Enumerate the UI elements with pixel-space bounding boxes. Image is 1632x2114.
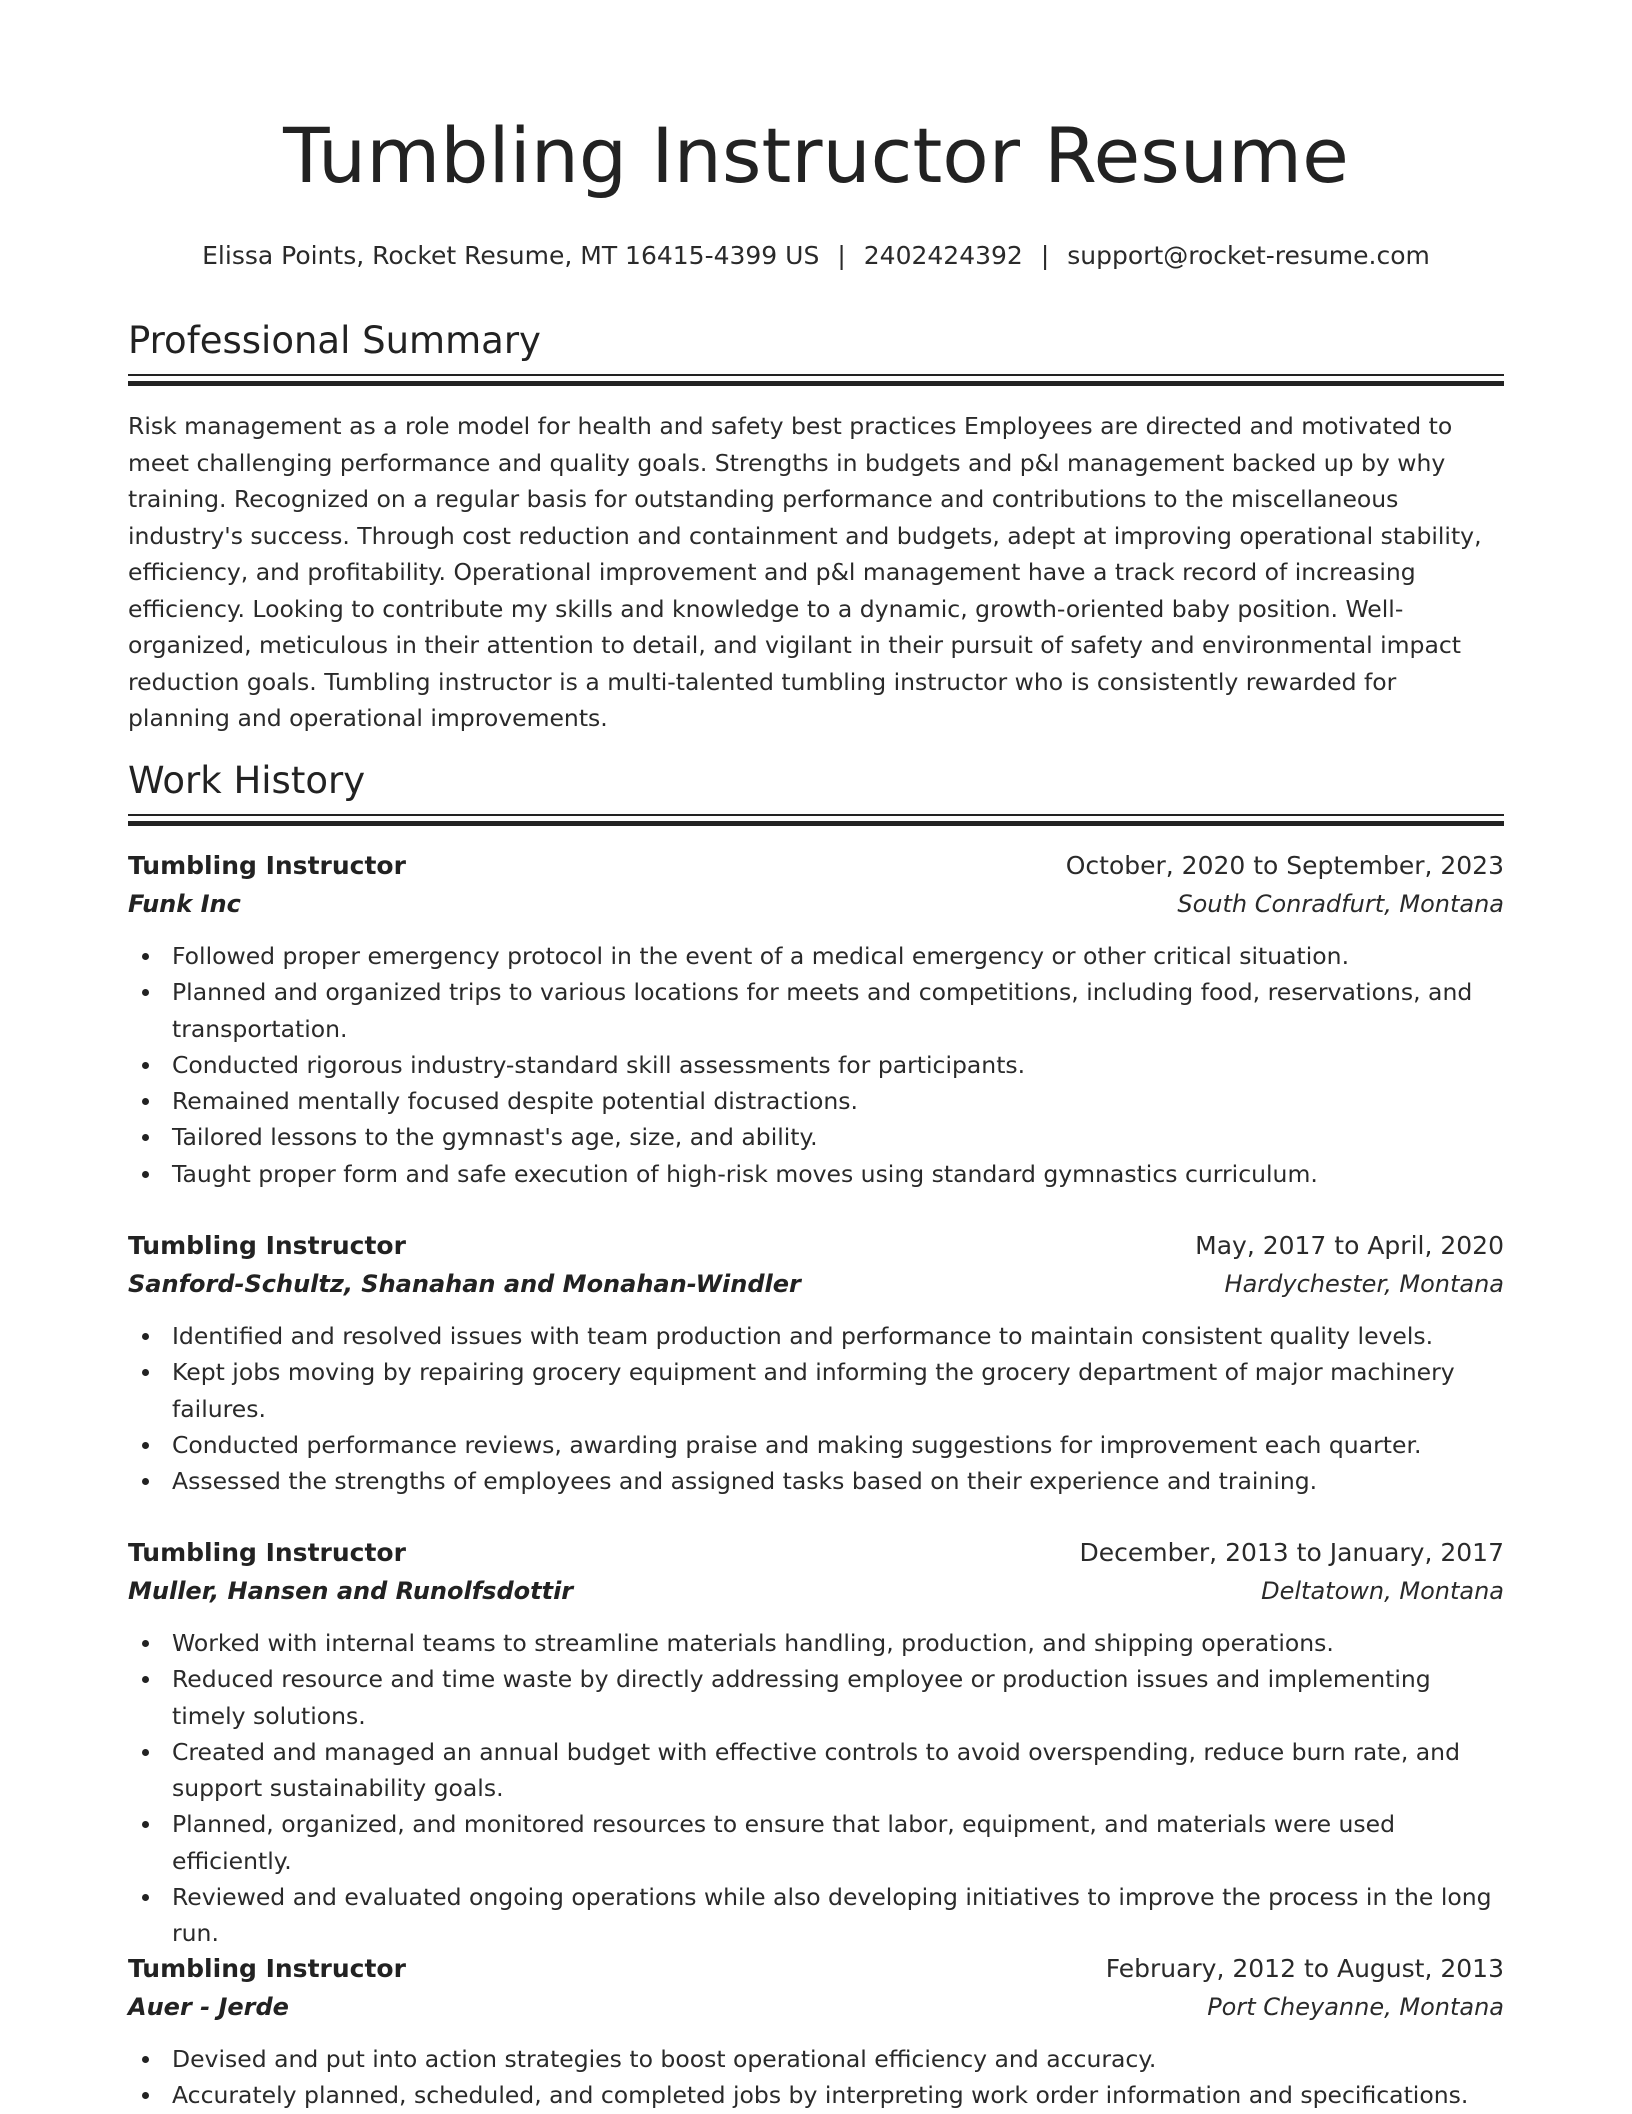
job-company: Sanford-Schultz, Shanahan and Monahan-Windler [128,1270,801,1298]
job-header [128,846,1504,885]
job-bullets [128,2041,1504,2114]
contact-separator: | [837,241,846,270]
job-header [128,1533,1504,1572]
contact-line [128,241,1504,271]
job-location: South Conradfurt, Montana [1177,890,1504,918]
section-divider [128,814,1504,824]
job-entry [128,846,1504,1192]
bullet-item: Worked with internal teams to streamline materials handling, production, and shipping operations. [128,1625,1504,1661]
bullet-item: Reduced resource and time waste by directly addressing employee or production issues and implementing timely solutions. [128,1661,1504,1734]
contact-phone: 2402424392 [863,241,1023,270]
job-entry [128,1533,1504,1952]
bullet-item: Remained mentally focused despite potential distractions. [128,1083,1504,1119]
job-header [128,1226,1504,1265]
summary-text: Risk management as a role model for health and safety best practices Employees are directed and motivated to meet challenging performance and quality goals. Strengths in budgets and p&l management backed up by why training. Recognized on a regular basis for outstanding performance and contributions to the miscellaneous industry's success. Through cost reduction and containment and budgets, adept at improving operational stability, efficiency, and profitability. Operational improvement and p&l management have a track record of increasing efficiency. Looking to contribute my skills and knowledge to a dynamic, growth-oriented baby position. Well-organized, meticulous in their attention to detail, and vigilant in their pursuit of safety and environmental impact reduction goals. Tumbling instructor is a multi-talented tumbling instructor who is consistently rewarded for planning and operational improvements. [128,412,1482,732]
job-title: Tumbling Instructor [128,1954,406,1983]
bullet-item: Devised and put into action strategies to boost operational efficiency and accuracy. [128,2041,1504,2077]
section-title-work-history: Work History [128,759,366,802]
contact-separator: | [1040,241,1050,270]
job-company: Auer - Jerde [128,1993,289,2021]
job-location: Port Cheyanne, Montana [1207,1993,1504,2021]
job-title: Tumbling Instructor [128,1538,406,1567]
job-dates: December, 2013 to January, 2017 [1079,1538,1504,1567]
bullet-item: Assessed the strengths of employees and assigned tasks based on their experience and training. [128,1463,1504,1499]
job-subheader [128,1265,1504,1304]
bullet-item: Identified and resolved issues with team production and performance to maintain consistent quality levels. [128,1318,1504,1354]
job-subheader [128,1988,1504,2027]
bullet-item: Kept jobs moving by repairing grocery equipment and informing the grocery department of major machinery failures. [128,1354,1504,1427]
bullet-item: Conducted rigorous industry-standard skill assessments for participants. [128,1047,1504,1083]
section-divider [128,374,1504,384]
job-bullets [128,1318,1504,1499]
job-header [128,1949,1504,1988]
job-bullets [128,1625,1504,1952]
bullet-item: Created and managed an annual budget with effective controls to avoid overspending, reduce burn rate, and support sustainability goals. [128,1734,1504,1807]
resume-title: Tumbling Instructor Resume [283,111,1349,200]
job-dates: May, 2017 to April, 2020 [1195,1231,1504,1260]
job-bullets [128,938,1504,1192]
job-dates: October, 2020 to September, 2023 [1065,851,1504,880]
job-location: Hardychester, Montana [1224,1270,1504,1298]
bullet-item: Taught proper form and safe execution of high-risk moves using standard gymnastics curriculum. [128,1156,1504,1192]
job-location: Deltatown, Montana [1261,1577,1504,1605]
contact-email: support@rocket-resume.com [1067,241,1430,270]
bullet-item: Tailored lessons to the gymnast's age, size, and ability. [128,1119,1504,1155]
bullet-item: Accurately planned, scheduled, and completed jobs by interpreting work order information and specifications. [128,2077,1504,2113]
contact-address: Elissa Points, Rocket Resume, MT 16415-4399 US [202,241,820,270]
job-subheader [128,1572,1504,1611]
bullet-item: Followed proper emergency protocol in the event of a medical emergency or other critical situation. [128,938,1504,974]
job-entry [128,1226,1504,1499]
bullet-item: Planned and organized trips to various locations for meets and competitions, including food, reservations, and transportation. [128,974,1504,1047]
bullet-item: Reviewed and evaluated ongoing operations while also developing initiatives to improve the process in the long run. [128,1879,1504,1952]
job-entry [128,1949,1504,2114]
job-company: Funk Inc [128,890,241,918]
section-title-summary: Professional Summary [128,319,541,362]
job-subheader [128,885,1504,924]
job-company: Muller, Hansen and Runolfsdottir [128,1577,574,1605]
job-title: Tumbling Instructor [128,851,406,880]
bullet-item: Conducted performance reviews, awarding praise and making suggestions for improvement each quarter. [128,1427,1504,1463]
bullet-item: Planned, organized, and monitored resources to ensure that labor, equipment, and materials were used efficiently. [128,1806,1504,1879]
job-title: Tumbling Instructor [128,1231,406,1260]
job-dates: February, 2012 to August, 2013 [1105,1954,1504,1983]
